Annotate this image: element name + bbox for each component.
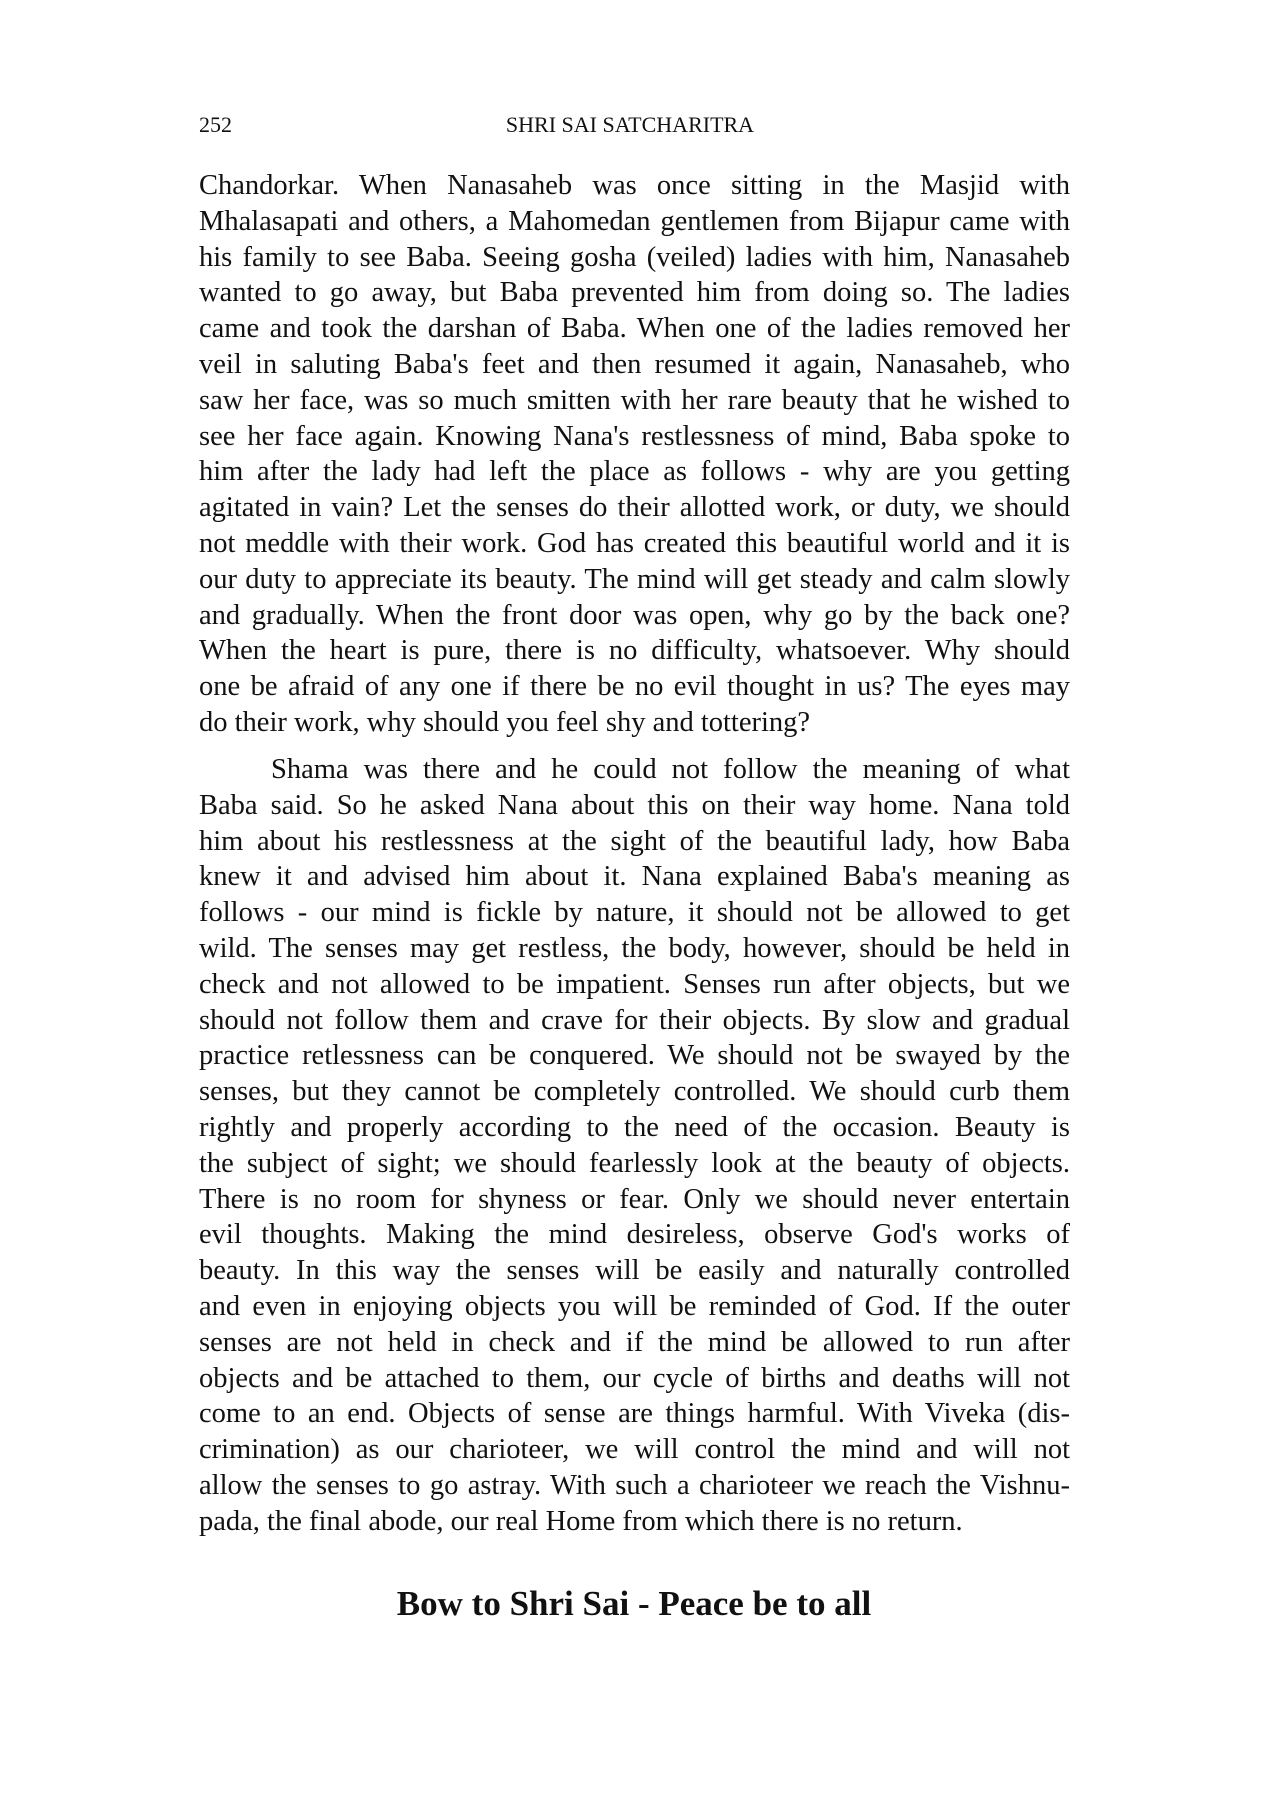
paragraph-2	[199, 752, 1070, 1540]
text-line: allow the senses to go astray. With such a charioteer we reach the Vishnu-	[199, 1469, 1070, 1501]
text-line: crimination) as our charioteer, we will control the mind and will not	[199, 1434, 1070, 1466]
text-line: the subject of sight; we should fearlessly look at the beauty of objects.	[199, 1147, 1070, 1179]
text-line: came and took the darshan of Baba. When one of the ladies removed her	[199, 313, 1070, 345]
text-line: not meddle with their work. God has created this beautiful world and it is	[199, 527, 1070, 559]
text-line: When the heart is pure, there is no difficulty, whatsoever. Why should	[199, 635, 1070, 667]
text-line: Mhalasapati and others, a Mahomedan gentlemen from Bijapur came with	[199, 205, 1070, 237]
text-line: and even in enjoying objects you will be reminded of God. If the outer	[199, 1290, 1070, 1322]
text-line: him after the lady had left the place as follows - why are you getting	[199, 456, 1070, 488]
text-line: see her face again. Knowing Nana's restlessness of mind, Baba spoke to	[199, 420, 1070, 452]
text-line: saw her face, was so much smitten with her rare beauty that he wished to	[199, 384, 1070, 416]
text-line: pada, the final abode, our real Home from which there is no return.	[199, 1505, 963, 1537]
closing-heading: Bow to Shri Sai - Peace be to all	[396, 1584, 872, 1623]
text-line: and gradually. When the front door was open, why go by the back one?	[199, 599, 1070, 631]
text-line: There is no room for shyness or fear. Only we should never entertain	[199, 1183, 1070, 1215]
text-line: wild. The senses may get restless, the body, however, should be held in	[199, 932, 1070, 964]
text-line: follows - our mind is fickle by nature, it should not be allowed to get	[199, 897, 1070, 929]
text-line: agitated in vain? Let the senses do their allotted work, or duty, we should	[199, 492, 1070, 524]
running-title: SHRI SAI SATCHARITRA	[505, 112, 755, 137]
text-line: Chandorkar. When Nanasaheb was once sitting in the Masjid with	[199, 170, 1070, 201]
text-line: objects and be attached to them, our cycle of births and deaths will not	[199, 1362, 1070, 1394]
text-line: senses, but they cannot be completely controlled. We should curb them	[199, 1076, 1070, 1108]
paragraph-1	[199, 168, 1070, 741]
text-line: veil in saluting Baba's feet and then resumed it again, Nanasaheb, who	[199, 348, 1070, 380]
text-line: check and not allowed to be impatient. Senses run after objects, but we	[199, 968, 1070, 1000]
text-line: his family to see Baba. Seeing gosha (veiled) ladies with him, Nanasaheb	[199, 241, 1070, 273]
text-line: evil thoughts. Making the mind desireless, observe God's works of	[199, 1219, 1070, 1251]
text-line: practice retlessness can be conquered. We should not be swayed by the	[199, 1040, 1070, 1072]
text-line: do their work, why should you feel shy and tottering?	[199, 706, 811, 738]
text-line: rightly and properly according to the need of the occasion. Beauty is	[199, 1111, 1070, 1143]
text-line: Baba said. So he asked Nana about this on their way home. Nana told	[199, 789, 1070, 821]
text-line: him about his restlessness at the sight of the beautiful lady, how Baba	[199, 825, 1070, 857]
text-line: one be afraid of any one if there be no evil thought in us? The eyes may	[199, 671, 1070, 703]
text-line: wanted to go away, but Baba prevented him from doing so. The ladies	[199, 277, 1070, 309]
text-line: knew it and advised him about it. Nana explained Baba's meaning as	[199, 861, 1070, 893]
text-line: Shama was there and he could not follow the meaning of what	[271, 754, 1070, 785]
text-line: come to an end. Objects of sense are things harmful. With Viveka (dis-	[199, 1398, 1070, 1430]
page-number: 252	[199, 112, 232, 137]
text-line: beauty. In this way the senses will be easily and naturally controlled	[199, 1255, 1070, 1287]
text-line: should not follow them and crave for their objects. By slow and gradual	[199, 1004, 1070, 1036]
text-line: senses are not held in check and if the mind be allowed to run after	[199, 1326, 1070, 1358]
text-line: our duty to appreciate its beauty. The mind will get steady and calm slowly	[199, 563, 1070, 595]
